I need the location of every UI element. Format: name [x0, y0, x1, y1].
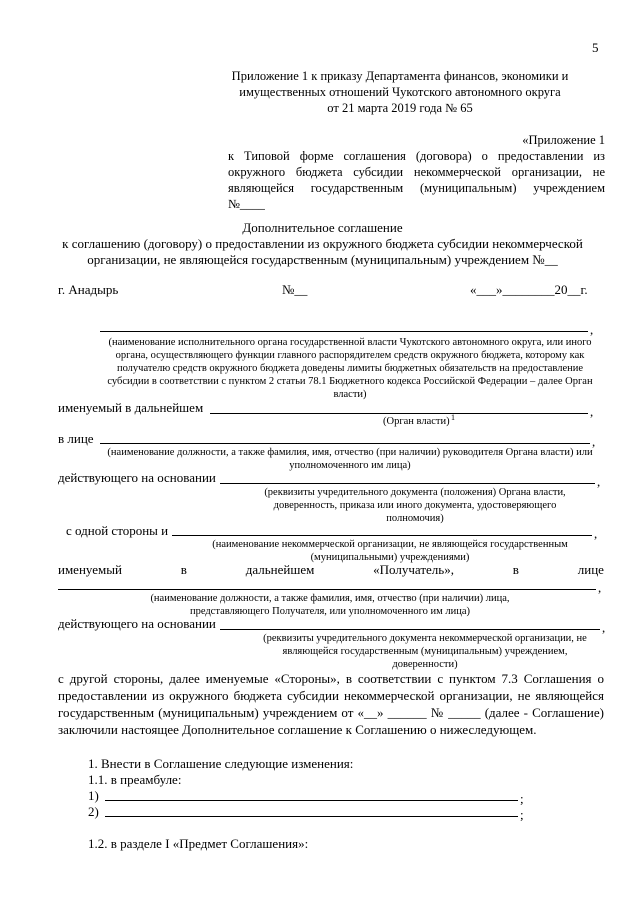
recipient-row [58, 562, 604, 578]
recipient-word: в [512, 562, 519, 577]
person-field[interactable] [100, 443, 590, 444]
basis-field[interactable] [220, 483, 595, 484]
recipient-person-field[interactable] [58, 589, 596, 590]
semicolon: ; [520, 807, 524, 822]
item-1-1: 1.1. в преамбуле: [88, 772, 182, 787]
comma: , [592, 434, 596, 449]
hereinafter-caption: (Орган власти) [383, 416, 450, 427]
title-line: Дополнительное соглашение [242, 220, 403, 235]
recipient-word: именуемый [58, 562, 122, 577]
comma: , [590, 404, 594, 419]
footnote-mark: 1 [451, 413, 455, 422]
comma: , [590, 322, 594, 337]
person-caption: (наименование должности, а также фамилия, имя, отчество (при наличии) руководителя Органа власти) или уполномоченного им лица) [107, 447, 593, 471]
recipient-caption: (наименование должности, а также фамилия, имя, отчество (при наличии) лица, представляющего Получателя, или уполномоченного им лица) [150, 593, 510, 617]
basis2-field[interactable] [220, 629, 600, 630]
agreement-number: №__ [282, 282, 308, 297]
organization-field[interactable] [172, 535, 592, 536]
city: г. Анадырь [58, 282, 119, 297]
approval-header [195, 68, 605, 116]
appendix-line: являющейся государственным (муниципальным) учреждением [228, 181, 605, 195]
appendix-line: окружного бюджета субсидии некоммерческой организации, не [228, 165, 605, 179]
semicolon: ; [520, 791, 524, 806]
agreement-date: «___»________20__г. [470, 282, 588, 297]
approval-line: имущественных отношений Чукотского автономного округа [239, 85, 561, 99]
organization-caption: (наименование некоммерческой организации, не являющейся государственным (муниципальными) учреждениями) [212, 539, 568, 563]
title-line: организации, не являющейся государственным (муниципальным) учреждением №__ [87, 252, 558, 267]
basis-label: действующего на основании [58, 470, 216, 485]
recipient-word: «Получатель», [373, 562, 454, 577]
appendix-header [228, 132, 605, 212]
sub-item-2-number: 2) [88, 804, 99, 819]
recipient-word: в [180, 562, 187, 577]
body-paragraph: с другой стороны, далее именуемые «Стороны», в соответствии с пунктом 7.3 Соглашения о предоставлении из окружного бюджета субсидии некоммерческой организации, не являющейся государственным (муниципальным) учреждением от «__» ______ № _____ (далее - Соглашение) заключили настоящее Дополнительное соглашение к Соглашению о нижеследующем. [58, 671, 604, 737]
item-1-2: 1.2. в разделе I «Предмет Соглашения»: [88, 836, 309, 851]
sub-item-2-field[interactable] [105, 816, 518, 817]
hereinafter-label: именуемый в дальнейшем [58, 400, 204, 415]
comma: , [597, 474, 601, 489]
recipient-word: лице [577, 562, 604, 577]
document-title [40, 220, 605, 268]
basis2-caption: (реквизиты учредительного документа некоммерческой организации, не являющейся государственным (муниципальным) учреждением, доверенности) [263, 633, 587, 670]
basis-caption: (реквизиты учредительного документа (положения) Органа власти, доверенность, приказа или иного документа, удостоверяющего полномочия) [264, 487, 566, 524]
sub-item-1-field[interactable] [105, 800, 518, 801]
comma: , [598, 580, 602, 595]
authority-name-field[interactable] [100, 331, 588, 332]
page-number: 5 [592, 40, 599, 55]
sub-item-1-number: 1) [88, 788, 99, 803]
appendix-title: «Приложение 1 [522, 133, 605, 147]
comma: , [594, 526, 598, 541]
approval-line: от 21 марта 2019 года № 65 [327, 101, 473, 115]
title-line: к соглашению (договору) о предоставлении из окружного бюджета субсидии некоммерческой [62, 236, 583, 251]
authority-caption: (наименование исполнительного органа государственной власти Чукотского автономного округа, или иного органа, осуществляющего функции главного распорядителем средств окружного бюджета, которому как получателю средств окружного бюджета доведены лимиты бюджетных обязательств на предоставление субсидии в соответствии с пунктом 2 статьи 78.1 Бюджетного кодекса Российской Федерации – далее Орган власти) [107, 337, 593, 400]
approval-line: Приложение 1 к приказу Департамента финансов, экономики и [231, 69, 569, 83]
comma: , [602, 620, 606, 635]
recipient-word: дальнейшем [245, 562, 315, 577]
basis2-label: действующего на основании [58, 616, 216, 631]
appendix-line: №____ [228, 197, 265, 211]
hereinafter-field[interactable] [210, 413, 588, 414]
side-label: с одной стороны и [66, 523, 169, 538]
appendix-line: к Типовой форме соглашения (договора) о предоставлении из [228, 149, 605, 163]
person-label: в лице [58, 431, 94, 446]
item-1: 1. Внести в Соглашение следующие изменения: [88, 756, 354, 771]
